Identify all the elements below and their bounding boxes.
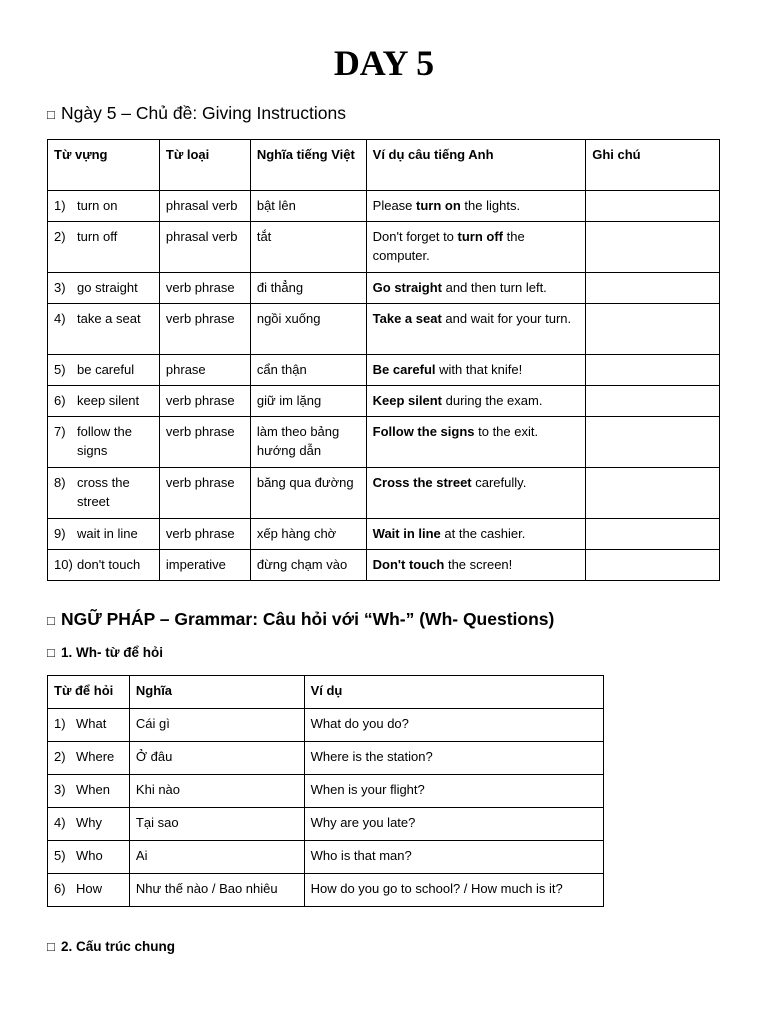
wh-word-cell — [48, 775, 130, 808]
wh-example: What do you do? — [304, 709, 603, 742]
wh-word-cell — [48, 874, 130, 907]
vocab-word: keep silent — [77, 393, 140, 408]
wh-questions-table — [47, 675, 604, 907]
item-number: 4) — [54, 311, 66, 326]
item-number: 7) — [54, 424, 66, 439]
wh-example: Where is the station? — [304, 742, 603, 775]
item-number: 4) — [54, 815, 66, 830]
example-sentence — [366, 273, 586, 304]
vietnamese-meaning: đi thẳng — [250, 273, 366, 304]
example-sentence — [366, 468, 586, 519]
word-type: phrasal verb — [159, 222, 250, 273]
vietnamese-meaning: làm theo bảng hướng dẫn — [250, 417, 366, 468]
numbered-item — [54, 391, 153, 410]
vocab-word: don't touch — [77, 557, 141, 572]
example-text: at the cashier. — [440, 526, 526, 541]
item-number: 6) — [54, 881, 66, 896]
item-number: 3) — [54, 280, 66, 295]
example-text: to the exit. — [474, 424, 539, 439]
vocab-word-cell — [48, 386, 160, 417]
column-header: Nghĩa — [129, 676, 304, 709]
table-row — [48, 709, 604, 742]
word-type: verb phrase — [159, 417, 250, 468]
subheading-text: 1. Wh- từ để hỏi — [61, 645, 164, 660]
wh-word-cell — [48, 742, 130, 775]
box-icon: □ — [47, 107, 55, 122]
column-header: Nghĩa tiếng Việt — [250, 140, 366, 191]
table-row — [48, 742, 604, 775]
example-sentence — [366, 191, 586, 222]
example-text: Please — [372, 198, 417, 213]
word-type: phrasal verb — [159, 191, 250, 222]
example-highlight: turn on — [416, 198, 461, 213]
section-heading-text: NGỮ PHÁP – Grammar: Câu hỏi với “Wh-” (Wh- Questions) — [61, 609, 555, 629]
vocab-word: wait in line — [77, 526, 138, 541]
subheading-wh-words — [47, 645, 163, 660]
example-text: and wait for your turn. — [441, 311, 572, 326]
table-row — [48, 304, 720, 355]
vocab-word: take a seat — [77, 311, 141, 326]
section-heading-vocabulary — [47, 103, 346, 124]
word-type: imperative — [159, 550, 250, 581]
table-header-row — [48, 140, 720, 191]
example-highlight: Be careful — [372, 362, 436, 377]
numbered-item — [54, 555, 153, 574]
example-sentence — [366, 519, 586, 550]
page-title: DAY 5 — [333, 43, 435, 83]
vocab-word-cell — [48, 468, 160, 519]
example-highlight: Go straight — [372, 280, 442, 295]
vocab-word-cell — [48, 550, 160, 581]
vocab-word: turn on — [77, 198, 118, 213]
note-cell — [586, 355, 720, 386]
example-sentence — [366, 222, 586, 273]
table-row — [48, 841, 604, 874]
column-header: Từ để hỏi — [48, 676, 130, 709]
note-cell — [586, 550, 720, 581]
word-type: verb phrase — [159, 519, 250, 550]
numbered-item — [54, 278, 153, 297]
wh-example: When is your flight? — [304, 775, 603, 808]
note-cell — [586, 468, 720, 519]
wh-meaning: Tại sao — [129, 808, 304, 841]
vocab-word-cell — [48, 519, 160, 550]
example-highlight: Follow the signs — [372, 424, 475, 439]
numbered-item — [54, 473, 153, 511]
item-number: 8) — [54, 475, 66, 490]
note-cell — [586, 386, 720, 417]
example-text: the computer. — [372, 229, 525, 263]
section-heading-text: Ngày 5 – Chủ đề: Giving Instructions — [61, 103, 347, 123]
wh-word: Where — [76, 749, 115, 764]
example-text: the lights. — [460, 198, 521, 213]
column-header: Ví dụ câu tiếng Anh — [366, 140, 586, 191]
column-header: Từ vựng — [48, 140, 160, 191]
example-text: and then turn left. — [442, 280, 547, 295]
wh-meaning: Ở đâu — [129, 742, 304, 775]
note-cell — [586, 304, 720, 355]
table-row — [48, 808, 604, 841]
column-header: Ghi chú — [586, 140, 720, 191]
wh-word: When — [76, 782, 110, 797]
section-heading-grammar — [47, 609, 554, 630]
example-text: during the exam. — [442, 393, 543, 408]
vocab-word-cell — [48, 222, 160, 273]
numbered-item — [54, 360, 153, 379]
table-row — [48, 386, 720, 417]
table-row — [48, 417, 720, 468]
example-sentence — [366, 355, 586, 386]
wh-meaning: Khi nào — [129, 775, 304, 808]
vocab-word-cell — [48, 191, 160, 222]
item-number: 5) — [54, 362, 66, 377]
vietnamese-meaning: băng qua đường — [250, 468, 366, 519]
example-highlight: Keep silent — [372, 393, 443, 408]
subheading-structure — [47, 939, 175, 954]
wh-word: How — [76, 881, 103, 896]
item-number: 6) — [54, 393, 66, 408]
item-number: 2) — [54, 749, 66, 764]
numbered-item — [54, 524, 153, 543]
item-number: 5) — [54, 848, 66, 863]
box-icon: □ — [47, 939, 55, 954]
wh-meaning: Cái gì — [129, 709, 304, 742]
vietnamese-meaning: đừng chạm vào — [250, 550, 366, 581]
item-number: 9) — [54, 526, 66, 541]
wh-word-cell — [48, 841, 130, 874]
vocab-word: cross the street — [77, 475, 130, 509]
example-text: with that knife! — [435, 362, 523, 377]
wh-meaning: Như thế nào / Bao nhiêu — [129, 874, 304, 907]
vocabulary-table — [47, 139, 720, 581]
vocab-word: be careful — [77, 362, 135, 377]
table-row — [48, 355, 720, 386]
vietnamese-meaning: bật lên — [250, 191, 366, 222]
example-highlight: turn off — [457, 229, 504, 244]
vietnamese-meaning: giữ im lặng — [250, 386, 366, 417]
wh-word: Who — [76, 848, 103, 863]
vietnamese-meaning: cẩn thận — [250, 355, 366, 386]
vocab-word-cell — [48, 304, 160, 355]
note-cell — [586, 191, 720, 222]
example-text: carefully. — [471, 475, 527, 490]
table-row — [48, 191, 720, 222]
example-sentence — [366, 386, 586, 417]
example-highlight: Cross the street — [372, 475, 472, 490]
word-type: verb phrase — [159, 304, 250, 355]
word-type: verb phrase — [159, 468, 250, 519]
table-header-row — [48, 676, 604, 709]
word-type: verb phrase — [159, 273, 250, 304]
box-icon: □ — [47, 645, 55, 660]
numbered-item — [54, 422, 153, 460]
wh-meaning: Ai — [129, 841, 304, 874]
vocab-word-cell — [48, 355, 160, 386]
example-highlight: Don't touch — [372, 557, 445, 572]
example-highlight: Wait in line — [372, 526, 441, 541]
table-row — [48, 874, 604, 907]
item-number: 1) — [54, 198, 66, 213]
item-number: 2) — [54, 229, 66, 244]
word-type: phrase — [159, 355, 250, 386]
table-row — [48, 222, 720, 273]
numbered-item — [54, 227, 153, 246]
vocab-word: follow the signs — [77, 424, 132, 458]
note-cell — [586, 519, 720, 550]
example-text: the screen! — [444, 557, 513, 572]
vietnamese-meaning: xếp hàng chờ — [250, 519, 366, 550]
box-icon: □ — [47, 613, 55, 628]
column-header: Ví dụ — [304, 676, 603, 709]
example-sentence — [366, 417, 586, 468]
vocab-word-cell — [48, 417, 160, 468]
note-cell — [586, 222, 720, 273]
wh-word-cell — [48, 808, 130, 841]
example-highlight: Take a seat — [372, 311, 442, 326]
subheading-text: 2. Cấu trúc chung — [61, 939, 176, 954]
example-sentence — [366, 550, 586, 581]
column-header: Từ loại — [159, 140, 250, 191]
table-row — [48, 468, 720, 519]
vocab-word: go straight — [77, 280, 138, 295]
wh-example: How do you go to school? / How much is it? — [304, 874, 603, 907]
wh-word: What — [76, 716, 107, 731]
vocab-word-cell — [48, 273, 160, 304]
item-number: 3) — [54, 782, 66, 797]
note-cell — [586, 273, 720, 304]
table-row — [48, 273, 720, 304]
vocab-word: turn off — [77, 229, 118, 244]
vietnamese-meaning: ngồi xuống — [250, 304, 366, 355]
item-number: 10) — [54, 557, 73, 572]
note-cell — [586, 417, 720, 468]
table-row — [48, 550, 720, 581]
vietnamese-meaning: tắt — [250, 222, 366, 273]
wh-example: Who is that man? — [304, 841, 603, 874]
table-row — [48, 519, 720, 550]
numbered-item — [54, 309, 153, 328]
numbered-item — [54, 196, 153, 215]
item-number: 1) — [54, 716, 66, 731]
table-row — [48, 775, 604, 808]
wh-example: Why are you late? — [304, 808, 603, 841]
example-text: Don't forget to — [372, 229, 458, 244]
wh-word: Why — [76, 815, 102, 830]
example-sentence — [366, 304, 586, 355]
wh-word-cell — [48, 709, 130, 742]
word-type: verb phrase — [159, 386, 250, 417]
